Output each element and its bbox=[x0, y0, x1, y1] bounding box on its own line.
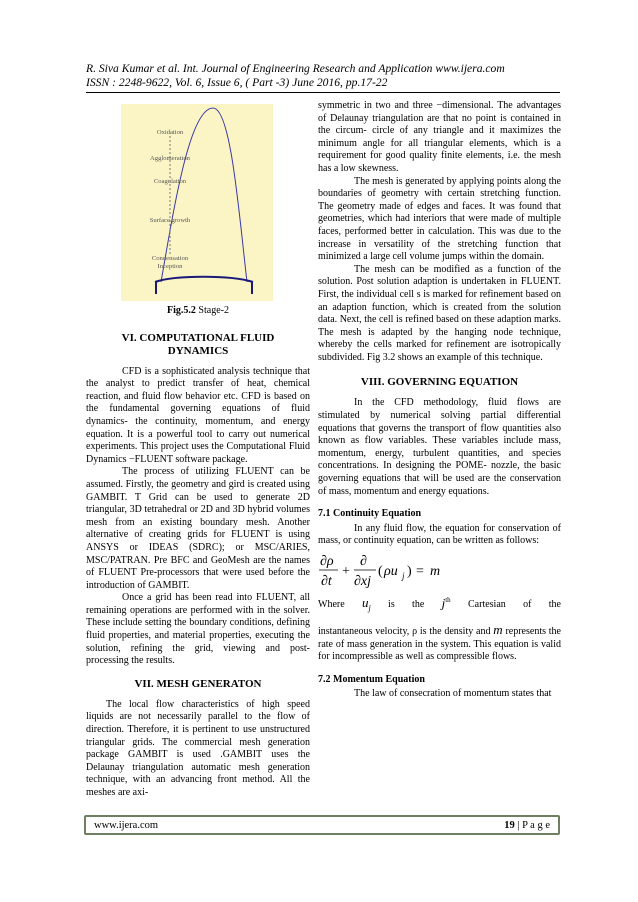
svg-text:∂t: ∂t bbox=[321, 574, 332, 589]
paragraph: The mesh can be modified as a function of the solution. Post solution adaption is undertaken in FLUENT. First, the individual cell s is marked for refinement based on an adaption function, which is created from the solution data. Next, the cell is refined based on these adaption marks. The mesh is adapted by the hanging node technique, whereby the cells marked for refinement are isotropically subdivided. Fig 3.2 shows an example of this technique. bbox=[318, 263, 561, 363]
velocity-symbol: $u_j$ bbox=[361, 595, 371, 613]
paragraph: In the CFD methodology, fluid flows are stimulated by numerical solving partial differential equations that governs the transport of flow quantities also known as flow variables. These variables include mass, momentum, energy, turbulent quantities, and species concentrations. In designing the POME- nozzle, the basic governing equations that will be used are the conservation of mass, momentum and energy equations. bbox=[318, 397, 561, 497]
index-symbol: $j^{th}$ bbox=[441, 595, 451, 611]
right-column bbox=[318, 100, 561, 701]
mass-source-symbol: m bbox=[493, 622, 503, 637]
figure-number: Fig.5.2 bbox=[167, 305, 196, 316]
left-column bbox=[86, 104, 310, 800]
paragraph: Once a grid has been read into FLUENT, all remaining operations are performed with in the solver. These include setting the boundary conditions, defining fluid properties, and material properties, executing the solution, refining the grid, viewing and post- processing the results. bbox=[86, 592, 310, 667]
the-word: the bbox=[412, 599, 425, 611]
figure-stage-2 bbox=[121, 104, 273, 301]
paragraph-continued: symmetric in two and three −dimensional. The advantages of Delaunay triangulation are that no point is contained in the circum- circle of any triangle and it maximizes the minimum angle for all triangular elements, which is a requirement for good quality finite elements, i.e. the mesh has a low skewness. bbox=[318, 100, 561, 174]
figure-caption bbox=[86, 305, 310, 318]
subsection-heading-momentum: 7.2 Momentum Equation bbox=[318, 673, 425, 685]
page-number bbox=[504, 820, 550, 831]
section-heading-mesh: VII. MESH GENERATON bbox=[134, 677, 262, 690]
running-header bbox=[86, 62, 566, 90]
sentence: instantaneous velocity, ρ is the density and bbox=[318, 626, 491, 637]
page-label: | P a g e bbox=[517, 819, 550, 831]
stage-label: Inception bbox=[157, 263, 183, 270]
paragraph: The mesh is generated by applying points along the boundaries of geometry with certain stretching function. The geometry made of edges and faces. It was found that geometries, which had interiors that were made of multiple faces, performed better in calculation. This was due to the increase in versatility of the stretching function that minimized a large cell volume jumps within the domain. bbox=[318, 175, 561, 263]
equation-where-clause bbox=[318, 594, 561, 614]
section-heading-cfd bbox=[86, 332, 310, 358]
issn-line: ISSN : 2248-9622, Vol. 6, Issue 6, ( Part -3) June 2016, pp.17-22 bbox=[86, 76, 388, 89]
svg-text:∂xj: ∂xj bbox=[354, 574, 372, 589]
svg-text:j: j bbox=[402, 571, 405, 581]
paragraph: The law of consecration of momentum states that bbox=[354, 688, 552, 700]
svg-text:(: ( bbox=[378, 564, 383, 579]
paragraph bbox=[318, 624, 561, 664]
svg-text:): ) bbox=[407, 564, 412, 579]
svg-text:∂ρ: ∂ρ bbox=[320, 554, 334, 569]
paragraph: CFD is a sophisticated analysis technique that the analyst to predict transfer of heat, chemical reaction, and fluid flow behavior etc. CFD is based on the fundamental governing equations of fluid dynamics- the continuity, momentum, and energy equation. It is a powerful tool to carry out numerical experiments. This project uses the Computational Fluid Dynamics −FLUENT software package. bbox=[86, 365, 310, 465]
sentence: represents the rate of mass generation in the system. This equation is valid for incompressible as well as compressible flows. bbox=[318, 626, 562, 663]
svg-text:=: = bbox=[416, 564, 424, 579]
subsection-heading-continuity: 7.1 Continuity Equation bbox=[318, 508, 422, 520]
paragraph: The process of utilizing FLUENT can be assumed. Firstly, the geometry and gird is created using GAMBIT. T Grid can be used to generate 2D triangular, 3D tetrahedral or 2D and 3D hybrid volumes mesh from an existing boundary mesh. Another alternative of creating grids for FLUENT is using ANSYS or IDEAS (SDRC); or MSC/ARIES, MSC/PATRAN. Pre BFC and GeoMesh are the names of FLUENT Pre-processors that were used before the introduction of GAMBIT. bbox=[86, 466, 310, 591]
continuity-equation bbox=[318, 550, 561, 590]
cartesian-word: Cartesian bbox=[468, 599, 506, 611]
stage-label: Agglomeration bbox=[150, 155, 190, 162]
header-divider bbox=[86, 92, 560, 93]
svg-text:ρu: ρu bbox=[384, 564, 398, 579]
svg-text:+: + bbox=[342, 564, 350, 579]
journal-citation: R. Siva Kumar et al. Int. Journal of Engineering Research and Application www.ijera.com bbox=[86, 62, 505, 75]
of-word: of bbox=[523, 599, 532, 611]
svg-text:∂: ∂ bbox=[360, 554, 367, 569]
particle-formation-diagram bbox=[121, 104, 273, 301]
stage-label: Surface growth bbox=[149, 217, 191, 224]
stage-label: Oxidation bbox=[156, 129, 184, 136]
page-footer bbox=[84, 815, 560, 835]
section-title-line: VI. COMPUTATIONAL FLUID bbox=[121, 331, 275, 344]
section-heading-governing: VIII. GOVERNING EQUATION bbox=[360, 376, 519, 389]
where-word: Where bbox=[318, 599, 345, 611]
footer-url: www.ijera.com bbox=[94, 819, 159, 831]
the-word: the bbox=[548, 599, 561, 611]
section-title-line: DYNAMICS bbox=[167, 344, 229, 357]
footer-inner bbox=[86, 817, 558, 833]
is-word: is bbox=[388, 599, 395, 611]
equation-graphic bbox=[318, 550, 458, 590]
stage-label: Condensation bbox=[151, 255, 189, 262]
paragraph: In any fluid flow, the equation for conservation of mass, or continuity equation, can be written as follows: bbox=[318, 522, 561, 547]
svg-text:m: m bbox=[430, 564, 441, 579]
stage-label: Coagulation bbox=[153, 178, 187, 185]
page-number-value: 19 bbox=[504, 819, 515, 831]
burner-rim bbox=[155, 277, 253, 282]
figure-caption-text: Stage-2 bbox=[198, 305, 229, 316]
paragraph: The local flow characteristics of high speed liquids are not necessarily parallel to the flow of direction. Therefore, it is pertinent to use unstructured triangular grids. The commercial mesh generation package GAMBIT is used .GAMBIT uses the Delaunay triangulation automatic mesh generation technique, with an advancing front method. All the meshes are axi- bbox=[86, 698, 310, 798]
